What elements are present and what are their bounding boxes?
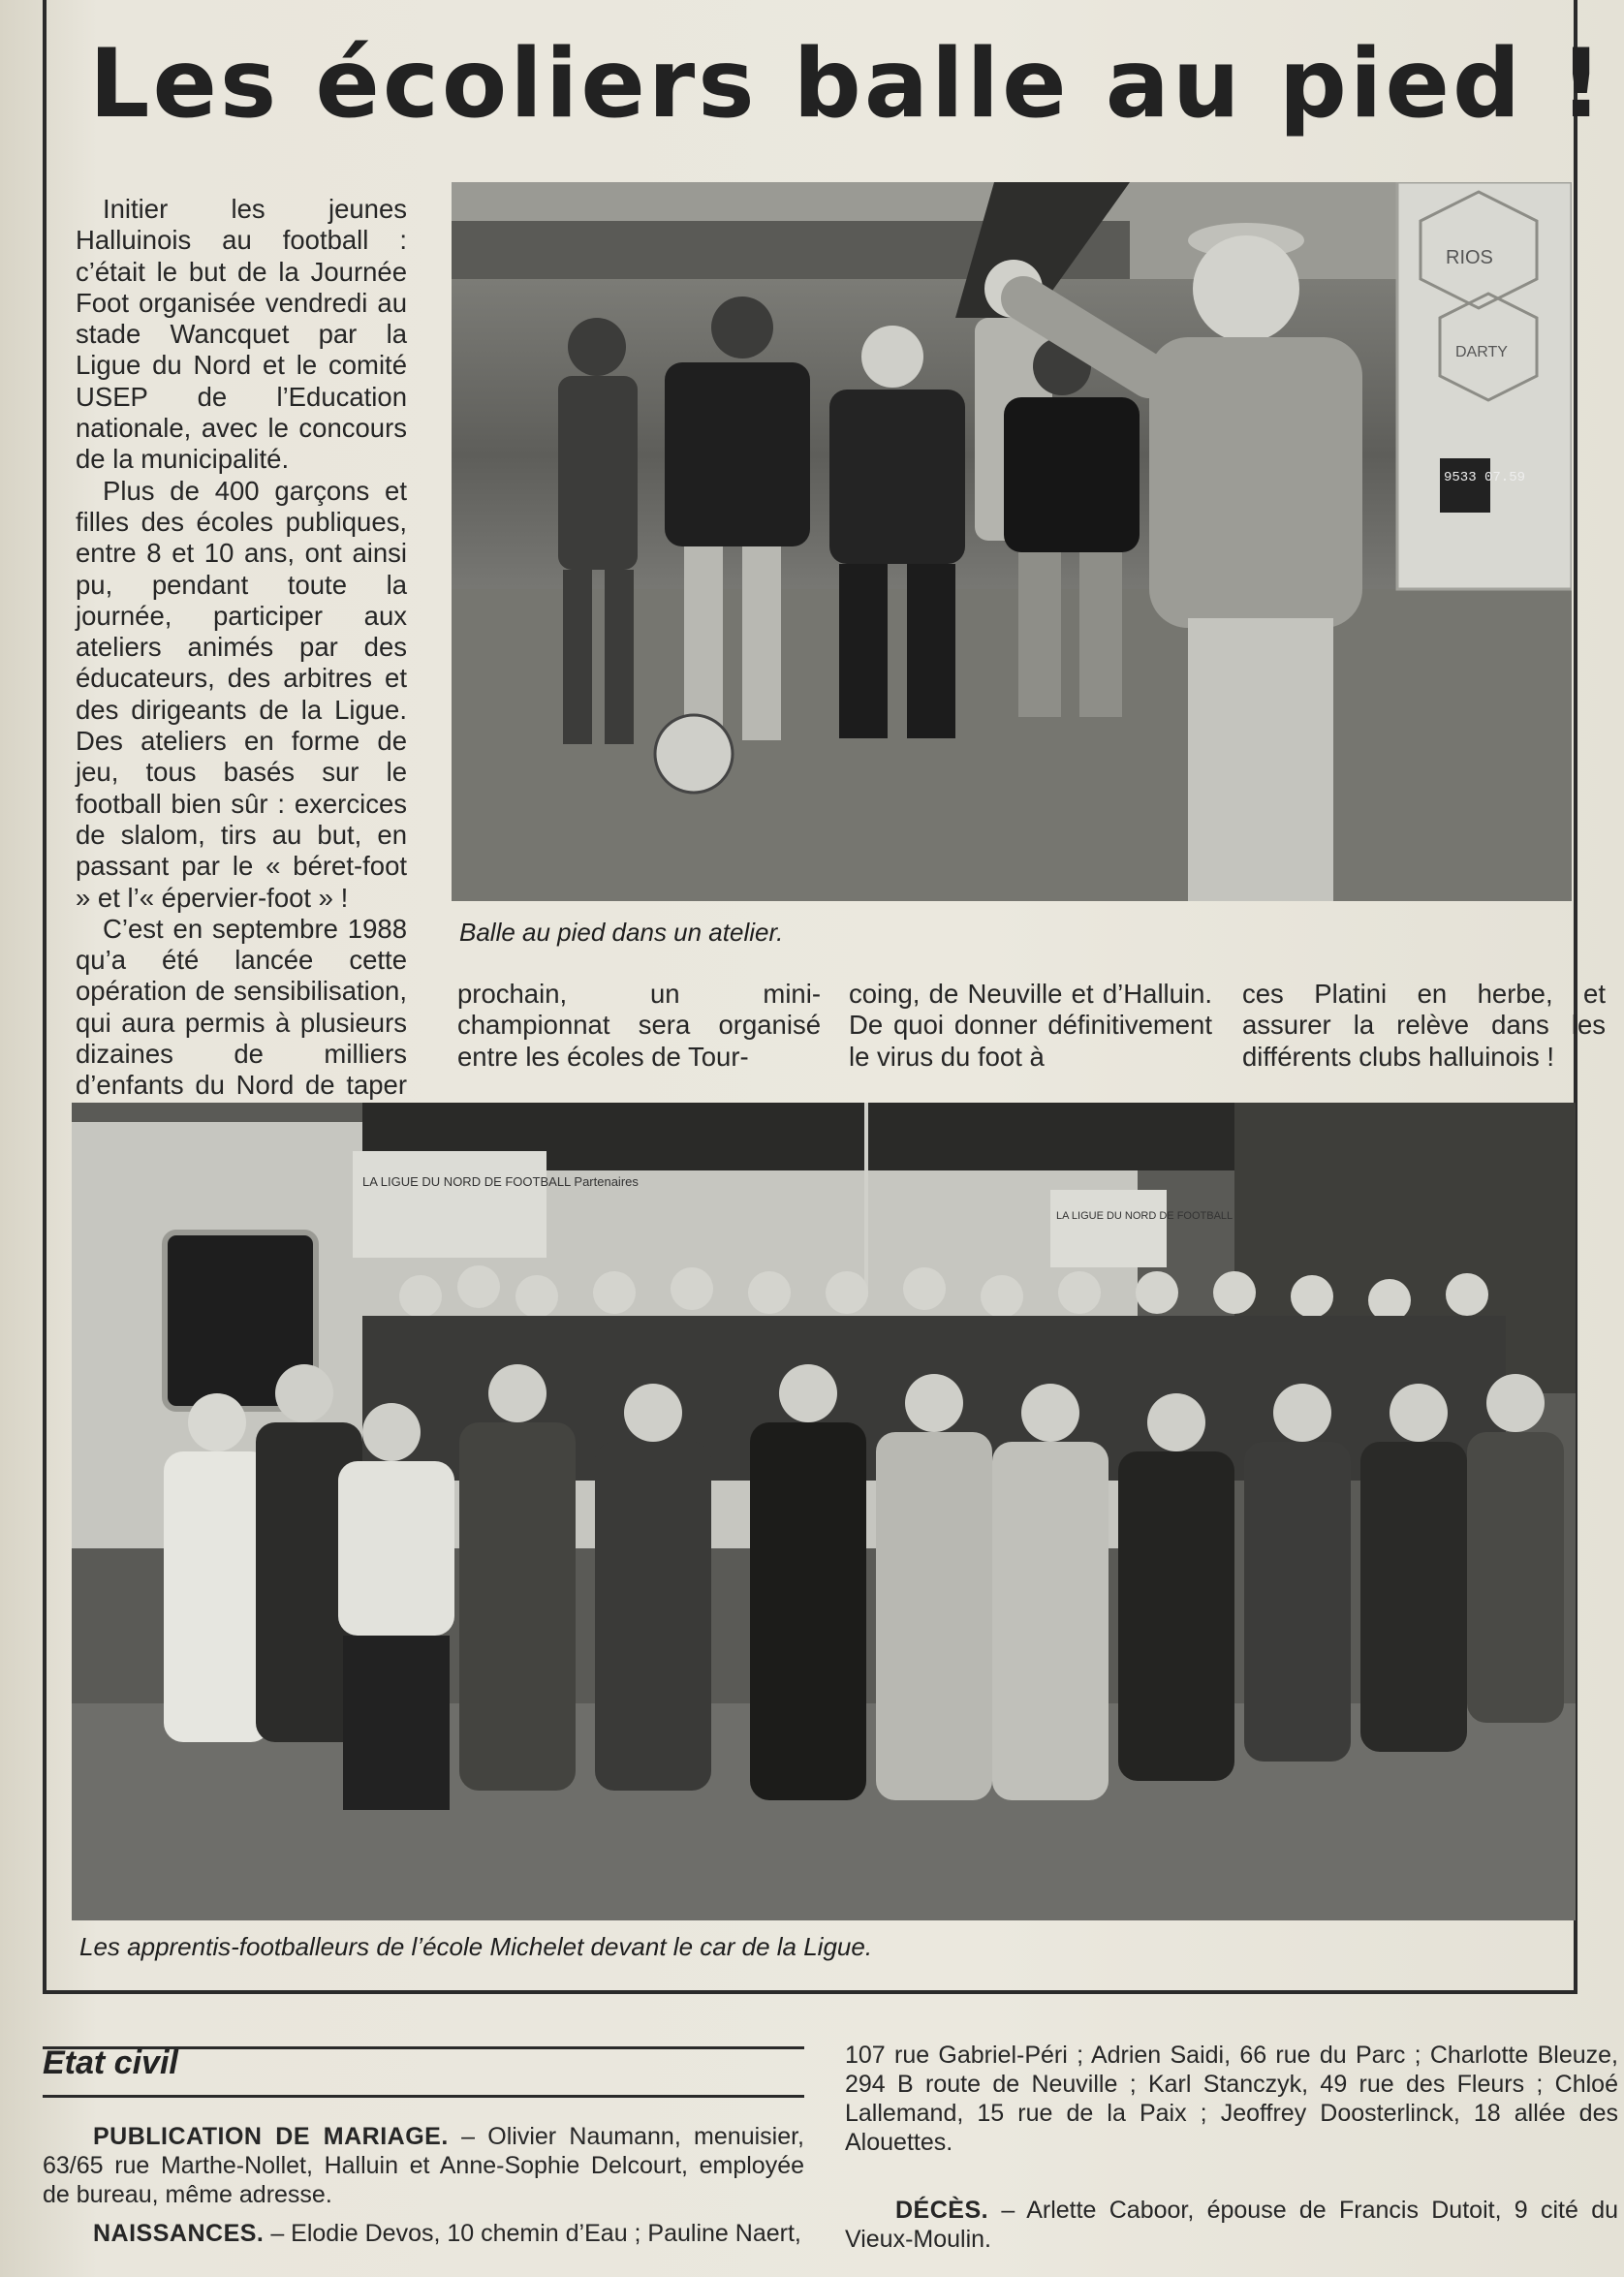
etat-civil-title: Etat civil xyxy=(43,2044,178,2081)
intro-paragraph: C’est en septembre 1988 qu’a été lancée cette opération de sensibilisation, qui aura permis à plusieurs dizaines de milliers d’enfants du Nord de taper xyxy=(76,913,407,1101)
mariage-label: PUBLICATION DE MARIAGE. xyxy=(93,2123,449,2150)
bus-banner-right: LA LIGUE DU NORD DE FOOTBALL xyxy=(1056,1210,1234,1222)
photo-group xyxy=(72,1103,1576,1920)
intro-paragraph: Initier les jeunes Halluinois au football : c’était le but de la Journée Foot organisée vendredi au stade Wancquet par la Ligue du Nord et le comité USEP de l’Education nationale, avec le concours de la municipalité. xyxy=(76,194,407,475)
deces-label: DÉCÈS. xyxy=(895,2197,989,2224)
truck-sign-rios: RIOS xyxy=(1446,247,1493,268)
etat-civil-left-column xyxy=(43,2122,804,2248)
deces-entry xyxy=(845,2196,1618,2254)
truck-sign-darty: DARTY xyxy=(1455,344,1508,360)
intro-column xyxy=(76,194,407,1196)
naissances-entry xyxy=(43,2219,804,2248)
naissances-text: – Elodie Devos, 10 chemin d’Eau ; Pauline Naert, xyxy=(264,2220,801,2247)
bus-banner-left: LA LIGUE DU NORD DE FOOTBALL Partenaires xyxy=(362,1174,639,1189)
photo-group-caption: Les apprentis-footballeurs de l’école Michelet devant le car de la Ligue. xyxy=(79,1932,873,1961)
headline: Les écoliers balle au pied ! xyxy=(89,29,1606,140)
continuation-column-3: ces Platini en herbe, et assurer la relève dans les différents clubs halluinois ! xyxy=(1242,979,1606,1072)
deces-text: – Arlette Caboor, épouse de Francis Dutoit, 9 cité du Vieux-Moulin. xyxy=(845,2197,1618,2253)
etat-civil-bottom-rule xyxy=(43,2095,804,2098)
photo-workshop-illustration xyxy=(452,182,1572,901)
intro-paragraph: Plus de 400 garçons et filles des écoles publiques, entre 8 et 10 ans, ont ainsi pu, pendant toute la journée, participer aux ateliers animés par des éducateurs, des arbitres et des dirigeants de la Ligue. Des ateliers en forme de jeu, tous basés sur le football bien sûr : exercices de slalom, tirs au but, en passant par le « béret-foot » et l’« épervier-foot » ! xyxy=(76,475,407,913)
photo-workshop-caption: Balle au pied dans un atelier. xyxy=(459,918,784,947)
license-plate: 9533 07.59 xyxy=(1444,470,1526,485)
continuation-column-1: prochain, un mini-championnat sera organisé entre les écoles de Tour- xyxy=(457,979,821,1072)
naissances-continuation: 107 rue Gabriel-Péri ; Adrien Saidi, 66 rue du Parc ; Charlotte Bleuze, 294 B route de Neuville ; Karl Stanczyk, 49 rue des Fleurs ; Chloé Lallemand, 15 rue de la Paix ; Jeoffrey Doosterlinck, 18 allée des Alouettes. xyxy=(845,2042,1618,2156)
mariage-text: – Olivier Naumann, menuisier, 63/65 rue Marthe-Nollet, Halluin et Anne-Sophie Delcourt, employée de bureau, même adresse. xyxy=(43,2123,805,2208)
photo-group-illustration xyxy=(72,1103,1576,1920)
naissances-label: NAISSANCES. xyxy=(93,2220,265,2247)
etat-civil-right-column xyxy=(845,2041,1618,2254)
mariage-entry xyxy=(43,2122,804,2209)
photo-workshop xyxy=(452,182,1572,901)
continuation-column-2: coing, de Neuville et d’Halluin. De quoi donner définitivement le virus du foot à xyxy=(849,979,1212,1072)
